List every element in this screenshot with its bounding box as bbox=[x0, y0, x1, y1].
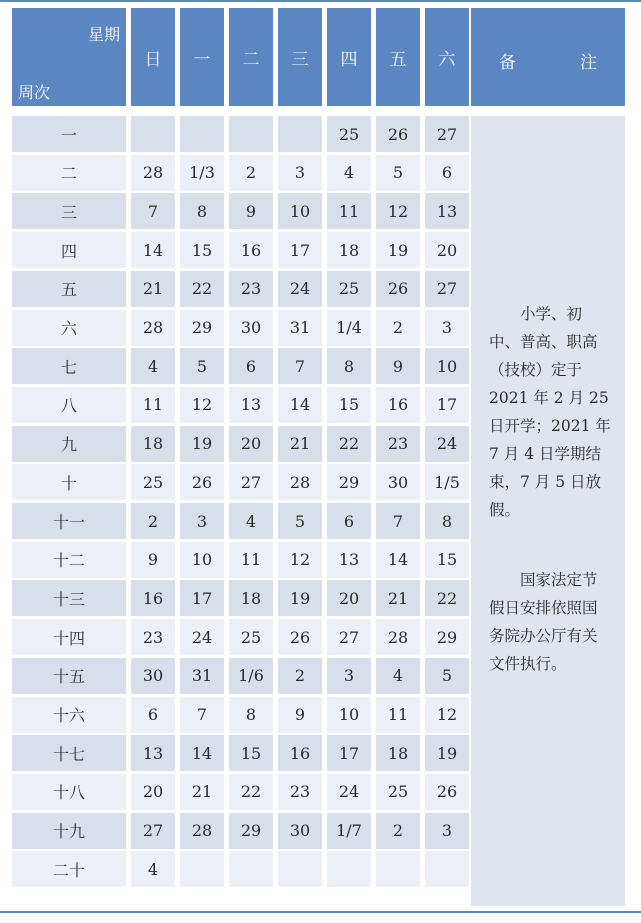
date-cell bbox=[180, 851, 224, 887]
date-cell: 16 bbox=[229, 232, 273, 268]
date-cell: 23 bbox=[376, 426, 420, 462]
date-cell: 29 bbox=[425, 619, 469, 655]
date-cell: 19 bbox=[425, 735, 469, 771]
date-cell: 15 bbox=[425, 542, 469, 578]
date-cell bbox=[278, 851, 322, 887]
date-cell: 21 bbox=[180, 774, 224, 810]
date-cell: 22 bbox=[229, 774, 273, 810]
date-cell: 12 bbox=[376, 193, 420, 229]
date-cell: 14 bbox=[180, 735, 224, 771]
date-cell: 18 bbox=[327, 232, 371, 268]
date-cell: 25 bbox=[327, 116, 371, 152]
date-cell: 22 bbox=[180, 271, 224, 307]
date-cell: 13 bbox=[131, 735, 175, 771]
week-label: 六 bbox=[12, 310, 126, 346]
date-cell bbox=[376, 851, 420, 887]
date-cell: 26 bbox=[180, 464, 224, 500]
bottom-border bbox=[0, 911, 641, 913]
date-cell: 9 bbox=[376, 348, 420, 384]
date-cell: 12 bbox=[278, 542, 322, 578]
date-cell: 27 bbox=[425, 271, 469, 307]
notes-label-a: 备 bbox=[499, 53, 516, 73]
day-header-0: 日 bbox=[131, 8, 175, 106]
date-cell: 14 bbox=[278, 387, 322, 423]
date-cell: 13 bbox=[229, 387, 273, 423]
date-cell: 6 bbox=[327, 503, 371, 539]
date-cell: 30 bbox=[376, 464, 420, 500]
date-cell: 24 bbox=[327, 774, 371, 810]
corner-label-weekday: 星期 bbox=[87, 25, 120, 44]
date-cell: 27 bbox=[131, 813, 175, 849]
date-cell: 11 bbox=[131, 387, 175, 423]
week-label: 二十 bbox=[12, 851, 126, 887]
date-cell: 2 bbox=[376, 310, 420, 346]
date-cell: 26 bbox=[278, 619, 322, 655]
date-cell: 4 bbox=[131, 851, 175, 887]
date-cell: 17 bbox=[425, 387, 469, 423]
date-cell: 30 bbox=[278, 813, 322, 849]
day-header-1: 一 bbox=[180, 8, 224, 106]
date-cell: 7 bbox=[131, 193, 175, 229]
date-cell: 31 bbox=[278, 310, 322, 346]
date-cell: 21 bbox=[376, 580, 420, 616]
corner-header-cell bbox=[12, 8, 126, 106]
date-cell: 23 bbox=[278, 774, 322, 810]
week-label: 十八 bbox=[12, 774, 126, 810]
date-cell: 22 bbox=[425, 580, 469, 616]
date-cell bbox=[180, 116, 224, 152]
date-cell: 17 bbox=[180, 580, 224, 616]
date-cell: 31 bbox=[180, 658, 224, 694]
corner-label-week: 周次 bbox=[18, 83, 51, 102]
day-header-5: 五 bbox=[376, 8, 420, 106]
date-cell: 30 bbox=[229, 310, 273, 346]
week-label: 十三 bbox=[12, 580, 126, 616]
date-cell: 22 bbox=[327, 426, 371, 462]
day-header-4: 四 bbox=[327, 8, 371, 106]
week-label: 五 bbox=[12, 271, 126, 307]
date-cell: 28 bbox=[278, 464, 322, 500]
date-cell: 9 bbox=[278, 697, 322, 733]
date-cell: 1/7 bbox=[327, 813, 371, 849]
date-cell: 11 bbox=[327, 193, 371, 229]
week-label: 十五 bbox=[12, 658, 126, 694]
date-cell: 25 bbox=[327, 271, 371, 307]
day-header-2: 二 bbox=[229, 8, 273, 106]
date-cell: 16 bbox=[131, 580, 175, 616]
date-cell: 6 bbox=[131, 697, 175, 733]
date-cell: 17 bbox=[327, 735, 371, 771]
date-cell bbox=[425, 851, 469, 887]
date-cell: 24 bbox=[278, 271, 322, 307]
date-cell: 2 bbox=[229, 155, 273, 191]
date-cell: 6 bbox=[229, 348, 273, 384]
date-cell: 1/6 bbox=[229, 658, 273, 694]
date-cell: 24 bbox=[180, 619, 224, 655]
date-cell: 29 bbox=[229, 813, 273, 849]
week-label: 十六 bbox=[12, 697, 126, 733]
date-cell: 30 bbox=[131, 658, 175, 694]
date-cell: 16 bbox=[278, 735, 322, 771]
date-cell: 16 bbox=[376, 387, 420, 423]
date-cell: 8 bbox=[229, 697, 273, 733]
date-cell: 26 bbox=[376, 271, 420, 307]
date-cell: 10 bbox=[327, 697, 371, 733]
date-cell: 29 bbox=[180, 310, 224, 346]
date-cell: 28 bbox=[131, 155, 175, 191]
date-cell bbox=[229, 851, 273, 887]
date-cell: 12 bbox=[180, 387, 224, 423]
date-cell: 3 bbox=[425, 310, 469, 346]
date-cell: 26 bbox=[425, 774, 469, 810]
notes-label-b: 注 bbox=[580, 53, 597, 73]
date-cell: 20 bbox=[131, 774, 175, 810]
date-cell: 1/5 bbox=[425, 464, 469, 500]
date-cell: 8 bbox=[327, 348, 371, 384]
date-cell: 28 bbox=[376, 619, 420, 655]
date-cell: 27 bbox=[229, 464, 273, 500]
date-cell: 4 bbox=[327, 155, 371, 191]
date-cell: 10 bbox=[278, 193, 322, 229]
date-cell: 20 bbox=[425, 232, 469, 268]
date-cell: 1/4 bbox=[327, 310, 371, 346]
date-cell: 20 bbox=[327, 580, 371, 616]
date-cell: 25 bbox=[376, 774, 420, 810]
week-label: 二 bbox=[12, 155, 126, 191]
date-cell: 8 bbox=[180, 193, 224, 229]
remarks-cell bbox=[471, 116, 625, 906]
date-cell: 6 bbox=[425, 155, 469, 191]
date-cell: 2 bbox=[376, 813, 420, 849]
date-cell: 13 bbox=[327, 542, 371, 578]
date-cell: 5 bbox=[376, 155, 420, 191]
date-cell: 17 bbox=[278, 232, 322, 268]
date-cell: 20 bbox=[229, 426, 273, 462]
date-cell bbox=[278, 116, 322, 152]
date-cell: 11 bbox=[376, 697, 420, 733]
date-cell: 27 bbox=[425, 116, 469, 152]
date-cell: 4 bbox=[229, 503, 273, 539]
date-cell: 5 bbox=[278, 503, 322, 539]
week-label: 十七 bbox=[12, 735, 126, 771]
date-cell bbox=[229, 116, 273, 152]
date-cell: 3 bbox=[425, 813, 469, 849]
date-cell: 23 bbox=[131, 619, 175, 655]
date-cell: 5 bbox=[425, 658, 469, 694]
date-cell: 26 bbox=[376, 116, 420, 152]
week-label: 十 bbox=[12, 464, 126, 500]
date-cell: 4 bbox=[131, 348, 175, 384]
top-border bbox=[0, 0, 641, 2]
date-cell: 25 bbox=[229, 619, 273, 655]
date-cell: 25 bbox=[131, 464, 175, 500]
date-cell: 12 bbox=[425, 697, 469, 733]
date-cell: 14 bbox=[131, 232, 175, 268]
date-cell: 15 bbox=[180, 232, 224, 268]
week-label: 三 bbox=[12, 193, 126, 229]
date-cell: 18 bbox=[376, 735, 420, 771]
date-cell: 24 bbox=[425, 426, 469, 462]
date-cell: 15 bbox=[229, 735, 273, 771]
day-header-3: 三 bbox=[278, 8, 322, 106]
date-cell: 18 bbox=[131, 426, 175, 462]
date-cell: 5 bbox=[180, 348, 224, 384]
date-cell: 10 bbox=[180, 542, 224, 578]
date-cell: 19 bbox=[180, 426, 224, 462]
date-cell: 9 bbox=[131, 542, 175, 578]
date-cell: 14 bbox=[376, 542, 420, 578]
date-cell: 10 bbox=[425, 348, 469, 384]
week-label: 八 bbox=[12, 387, 126, 423]
date-cell: 7 bbox=[180, 697, 224, 733]
week-label: 九 bbox=[12, 426, 126, 462]
week-label: 十一 bbox=[12, 503, 126, 539]
date-cell: 23 bbox=[229, 271, 273, 307]
date-cell: 3 bbox=[278, 155, 322, 191]
date-cell: 21 bbox=[131, 271, 175, 307]
date-cell: 2 bbox=[131, 503, 175, 539]
date-cell: 18 bbox=[229, 580, 273, 616]
date-cell bbox=[131, 116, 175, 152]
date-cell: 19 bbox=[376, 232, 420, 268]
date-cell: 3 bbox=[180, 503, 224, 539]
date-cell: 19 bbox=[278, 580, 322, 616]
day-header-6: 六 bbox=[425, 8, 469, 106]
week-label: 一 bbox=[12, 116, 126, 152]
date-cell: 21 bbox=[278, 426, 322, 462]
date-cell: 4 bbox=[376, 658, 420, 694]
date-cell: 11 bbox=[229, 542, 273, 578]
date-cell: 8 bbox=[425, 503, 469, 539]
date-cell: 3 bbox=[327, 658, 371, 694]
date-cell: 2 bbox=[278, 658, 322, 694]
notes-header-cell bbox=[471, 8, 625, 106]
date-cell: 29 bbox=[327, 464, 371, 500]
date-cell: 7 bbox=[278, 348, 322, 384]
date-cell: 28 bbox=[180, 813, 224, 849]
date-cell: 1/3 bbox=[180, 155, 224, 191]
date-cell: 15 bbox=[327, 387, 371, 423]
week-label: 十九 bbox=[12, 813, 126, 849]
date-cell: 27 bbox=[327, 619, 371, 655]
remarks-paragraph-1: 小学、初中、普高、职高（技校）定于 2021 年 2 月 25 日开学；2021 年 7 月 4 日学期结束，7 月 5 日放假。 bbox=[489, 305, 611, 519]
date-cell bbox=[327, 851, 371, 887]
date-cell: 13 bbox=[425, 193, 469, 229]
week-label: 十二 bbox=[12, 542, 126, 578]
date-cell: 9 bbox=[229, 193, 273, 229]
week-label: 四 bbox=[12, 232, 126, 268]
week-label: 七 bbox=[12, 348, 126, 384]
date-cell: 28 bbox=[131, 310, 175, 346]
week-label: 十四 bbox=[12, 619, 126, 655]
remarks-paragraph-2: 国家法定节假日安排依照国务院办公厅有关文件执行。 bbox=[489, 571, 598, 673]
date-cell: 7 bbox=[376, 503, 420, 539]
